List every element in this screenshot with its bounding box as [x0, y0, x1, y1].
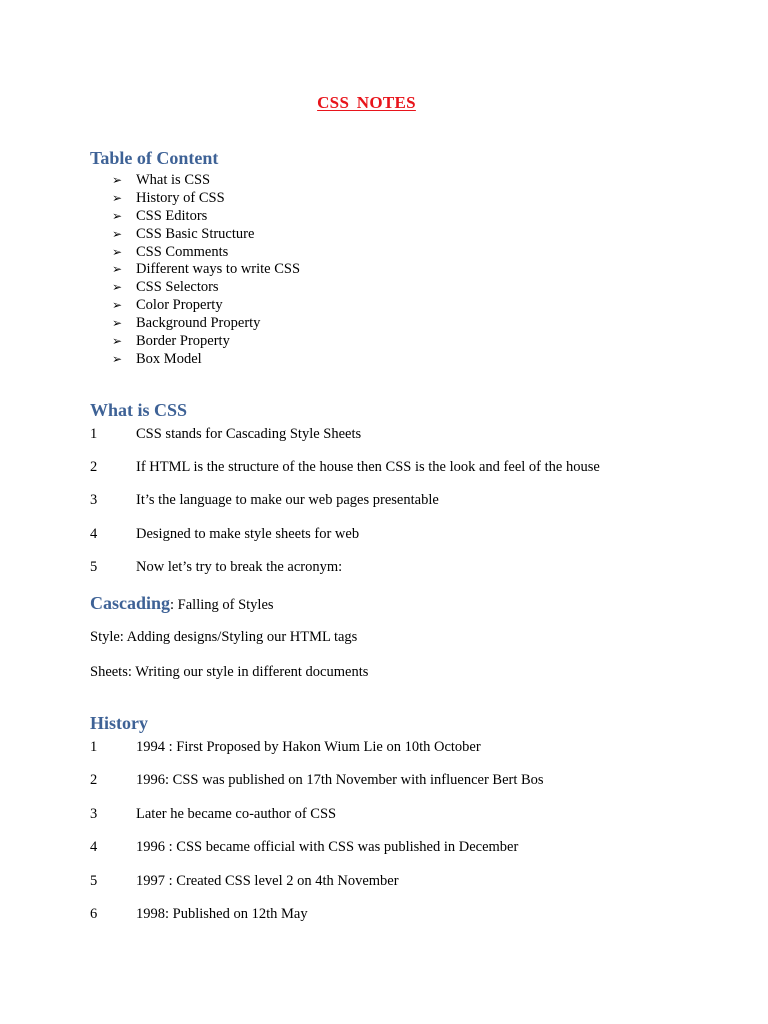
style-definition: Style: Adding designs/Styling our HTML tags: [90, 629, 358, 645]
toc-item: [112, 190, 300, 208]
item-number: 5: [90, 873, 98, 889]
history-heading: History: [90, 713, 148, 733]
item-number: 6: [90, 906, 98, 922]
arrow-bullet-icon: ➢: [112, 173, 123, 187]
item-text: 1996: CSS was published on 17th November with influencer Bert Bos: [136, 772, 544, 788]
item-number: 4: [90, 839, 98, 855]
numbered-item: [90, 738, 481, 756]
item-number: 1: [90, 426, 98, 442]
arrow-bullet-icon: ➢: [112, 334, 123, 349]
cascading-text: : Falling of Styles: [170, 597, 274, 613]
toc-heading: Table of Content: [90, 148, 219, 168]
toc-item-label: Border Property: [136, 333, 230, 350]
arrow-bullet-icon: ➢: [112, 244, 123, 259]
numbered-item: [90, 425, 361, 443]
numbered-item: [90, 558, 342, 576]
numbered-item: [90, 805, 336, 823]
item-text: Now let’s try to break the acronym:: [136, 559, 343, 575]
arrow-bullet-icon: ➢: [112, 280, 123, 295]
toc-item: [112, 351, 300, 369]
toc-item: [112, 315, 300, 333]
toc-item-label: History of CSS: [136, 189, 225, 206]
toc-item-label: Different ways to write CSS: [136, 261, 301, 278]
what-is-css-heading: What is CSS: [90, 400, 188, 420]
arrow-bullet-icon: ➢: [112, 298, 123, 313]
toc-item: [112, 226, 300, 244]
numbered-item: [90, 491, 439, 509]
item-number: 4: [90, 526, 98, 542]
item-text: 1997 : Created CSS level 2 on 4th November: [136, 873, 399, 889]
item-text: Later he became co-author of CSS: [136, 806, 337, 822]
item-text: 1996 : CSS became official with CSS was published in December: [136, 839, 519, 855]
arrow-bullet-icon: ➢: [112, 351, 123, 366]
arrow-bullet-icon: ➢: [112, 262, 123, 277]
item-text: 1998: Published on 12th May: [136, 906, 308, 922]
toc-item-label: CSS Selectors: [136, 279, 219, 296]
toc-item-label: What is CSS: [136, 172, 211, 188]
numbered-item: [90, 872, 399, 890]
toc-item-label: Background Property: [136, 315, 261, 332]
item-text: It’s the language to make our web pages presentable: [136, 492, 439, 508]
numbered-item: [90, 771, 544, 789]
arrow-bullet-icon: ➢: [112, 316, 123, 331]
item-number: 3: [90, 806, 98, 822]
toc-item: [112, 172, 300, 190]
cascading-definition: [90, 592, 274, 616]
item-text: Designed to make style sheets for web: [136, 526, 360, 542]
item-number: 3: [90, 492, 98, 508]
item-text: CSS stands for Cascading Style Sheets: [136, 426, 362, 442]
item-text: 1994 : First Proposed by Hakon Wium Lie on 10th October: [136, 739, 481, 755]
toc-item-label: CSS Basic Structure: [136, 225, 255, 242]
item-number: 5: [90, 559, 98, 575]
arrow-bullet-icon: ➢: [112, 208, 123, 223]
numbered-item: [90, 905, 308, 923]
item-number: 1: [90, 739, 98, 755]
arrow-bullet-icon: ➢: [112, 190, 123, 205]
toc-item: [112, 261, 300, 279]
numbered-item: [90, 525, 359, 543]
item-number: 2: [90, 772, 98, 788]
toc-list: [112, 172, 300, 369]
toc-item-label: CSS Editors: [136, 207, 208, 224]
item-number: 2: [90, 459, 98, 475]
toc-item: [112, 297, 300, 315]
toc-item: [112, 244, 300, 262]
item-text: If HTML is the structure of the house then CSS is the look and feel of the house: [136, 459, 600, 475]
toc-item: [112, 208, 300, 226]
sheets-definition: Sheets: Writing our style in different documents: [90, 664, 369, 680]
numbered-item: [90, 838, 518, 856]
toc-item-label: Box Model: [136, 350, 202, 367]
toc-item: [112, 279, 300, 297]
document-title: CSS NOTES: [317, 93, 416, 112]
toc-item: [112, 333, 300, 351]
toc-item-label: Color Property: [136, 297, 223, 314]
numbered-item: [90, 458, 600, 476]
cascading-term: Cascading: [90, 593, 171, 613]
arrow-bullet-icon: ➢: [112, 226, 123, 241]
toc-item-label: CSS Comments: [136, 243, 229, 260]
